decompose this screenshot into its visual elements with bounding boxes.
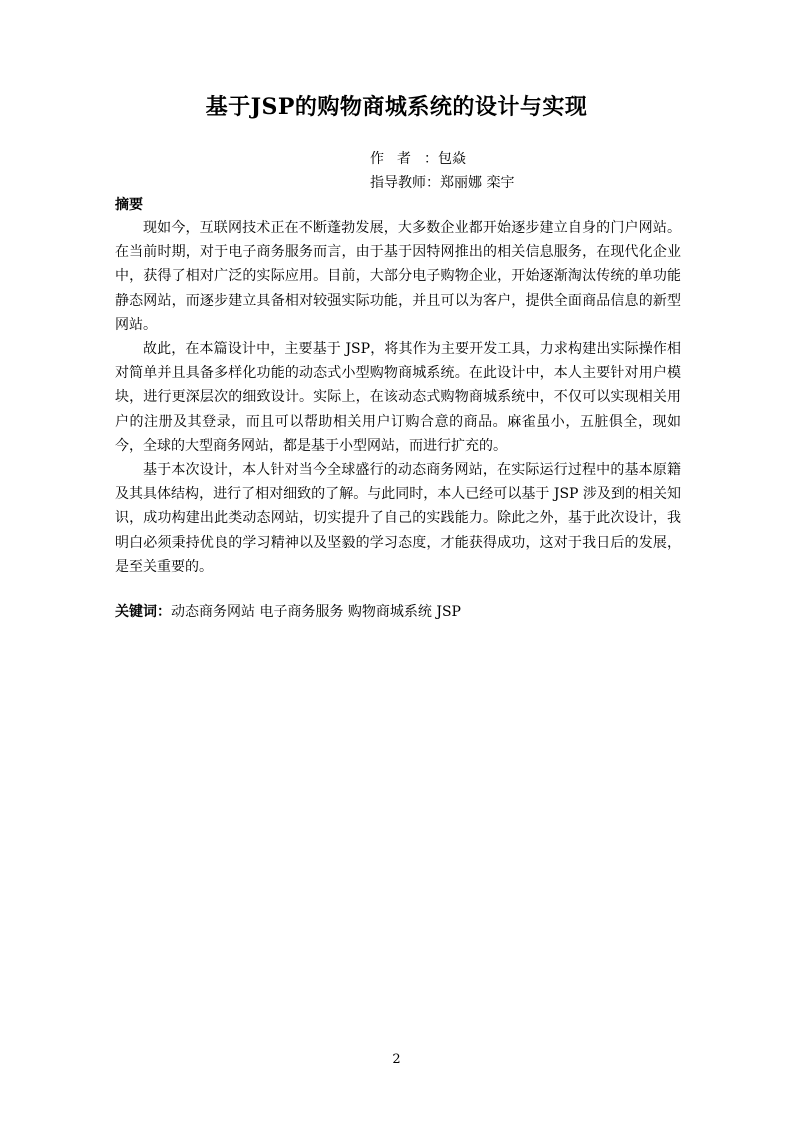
keywords-line (115, 601, 461, 621)
page-number: 2 (392, 1052, 401, 1067)
abstract-heading: 摘要 (115, 197, 143, 213)
advisor-label: 指导教师： (370, 175, 440, 191)
abstract-paragraph: 基于本次设计，本人针对当今全球盛行的动态商务网站，在实际运行过程中的基本原籍及其具体结构，进行了相对细致的了解。与此同时，本人已经可以基于 JSP 涉及到的相关知识，成功构建出此类动态网站，切实提升了自己的实践能力。除此之外，基于此次设计，我明白必须秉持优良的学习精神以及坚毅的学习态度，才能获得成功，这对于我日后的发展，是至关重要的。 (115, 462, 681, 575)
abstract-paragraph: 现如今，互联网技术正在不断蓬勃发展，大多数企业都开始逐步建立自身的门户网站。在当前时期，对于电子商务服务而言，由于基于因特网推出的相关信息服务，在现代化企业中，获得了相对广泛的实际应用。目前，大部分电子购物企业，开始逐渐淘汰传统的单功能静态网站，而逐步建立具备相对较强实际功能，并且可以为客户，提供全面商品信息的新型网站。 (115, 220, 681, 333)
document-title: 基于JSP的购物商城系统的设计与实现 (205, 94, 588, 120)
advisor-names: 郑丽娜 栾宇 (440, 175, 515, 191)
keywords-label: 关键词： (115, 604, 171, 620)
advisor-line (370, 172, 514, 192)
abstract-paragraph: 故此，在本篇设计中，主要基于 JSP，将其作为主要开发工具，力求构建出实际操作相对简单并且具备多样化功能的动态式小型购物商城系统。在此设计中，本人主要针对用户模块，进行更深层次的细致设计。实际上，在该动态式购物商城系统中，不仅可以实现相关用户的注册及其登录，而且可以帮助相关用户订购合意的商品。麻雀虽小，五脏俱全，现如今，全球的大型商务网站，都是基于小型网站，而进行扩充的。 (115, 341, 681, 454)
keywords-text: 动态商务网站 电子商务服务 购物商城系统 JSP (171, 604, 461, 620)
author-name: 包焱 (438, 151, 466, 167)
author-line (370, 148, 466, 168)
author-label: 作者： (370, 151, 438, 167)
abstract-body (115, 216, 681, 579)
